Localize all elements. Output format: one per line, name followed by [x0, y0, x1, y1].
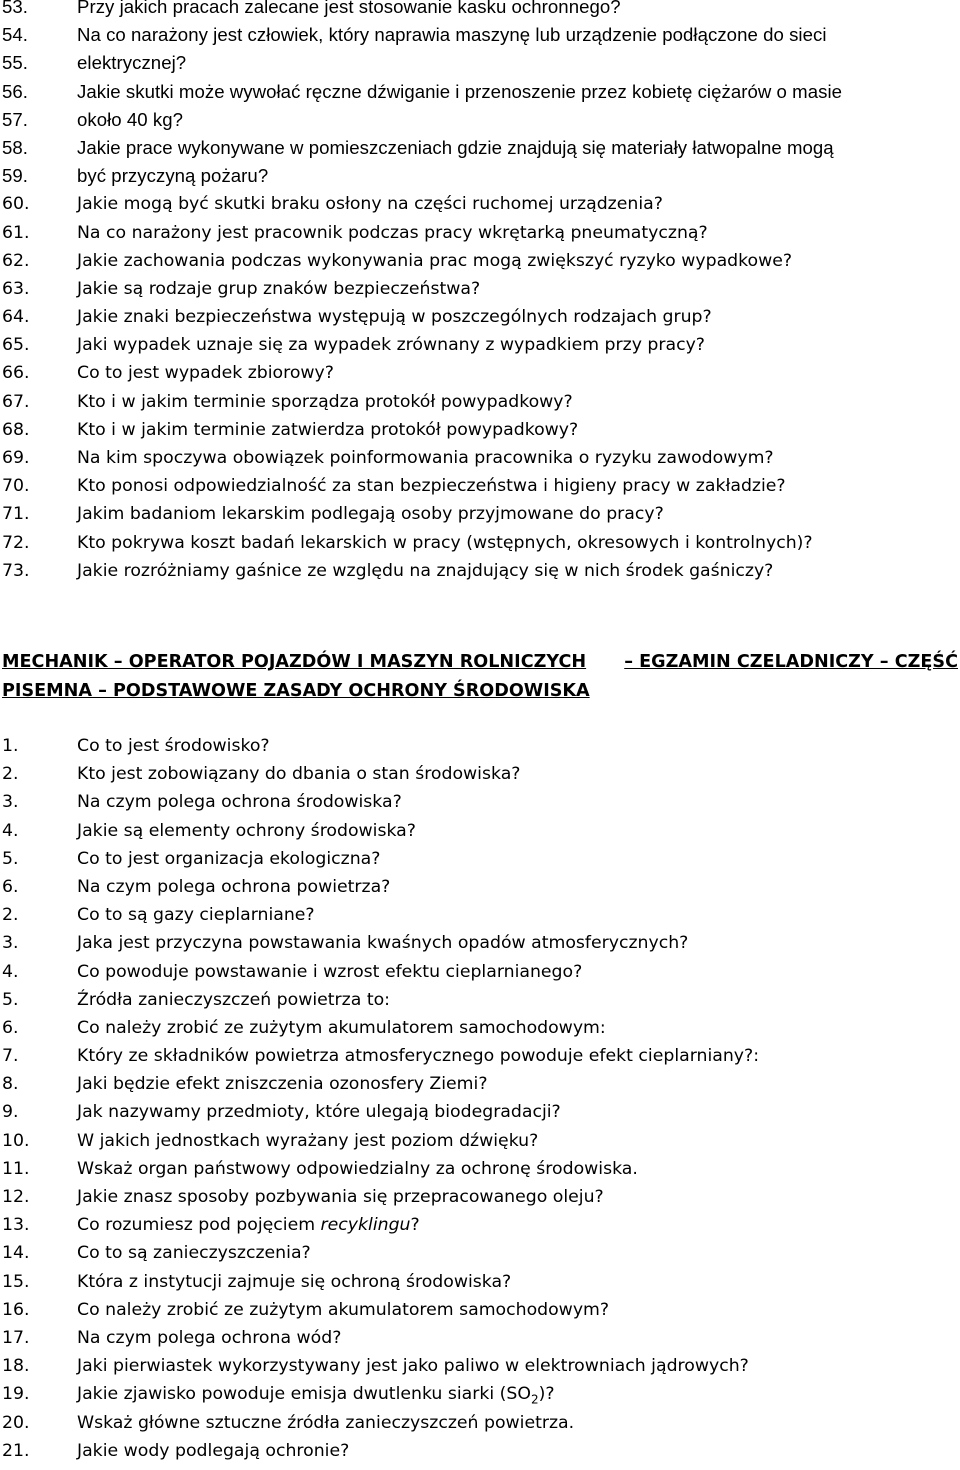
- question-text: około 40 kg?: [77, 108, 184, 130]
- question-number: 73.: [2, 560, 30, 581]
- question-number: 59.: [2, 165, 28, 187]
- question-number: 9.: [2, 1102, 19, 1123]
- question-text: Przy jakich pracach zalecane jest stosowanie kasku ochronnego?: [77, 0, 621, 17]
- question-text: Na czym polega ochrona powietrza?: [77, 876, 391, 897]
- question-number: 2.: [2, 905, 19, 926]
- question-number: 7.: [2, 1046, 19, 1067]
- question-text: Wskaż główne sztuczne źródła zanieczyszczeń powietrza.: [77, 1412, 575, 1433]
- question-number: 71.: [2, 504, 30, 525]
- question-text: Kto jest zobowiązany do dbania o stan środowiska?: [77, 764, 521, 785]
- section-heading: [0, 648, 960, 706]
- question-number: 21.: [2, 1440, 30, 1461]
- question-text: Co to jest organizacja ekologiczna?: [77, 848, 381, 869]
- question-number: 2.: [2, 764, 19, 785]
- question-number: 3.: [2, 933, 19, 954]
- question-number: 12.: [2, 1187, 30, 1207]
- question-number: 72.: [2, 532, 30, 553]
- question-text: Na co narażony jest człowiek, który naprawia maszynę lub urządzenie podłączone do sieci: [77, 24, 827, 46]
- question-text: Jakie wody podlegają ochronie?: [77, 1440, 350, 1461]
- question-text: Jakim badaniom lekarskim podlegają osoby przyjmowane do pracy?: [77, 504, 664, 525]
- question-text: Na co narażony jest pracownik podczas pracy wkrętarką pneumatyczną?: [77, 222, 708, 243]
- question-number: 60.: [2, 194, 30, 215]
- section-heading-left: MECHANIK – OPERATOR POJAZDÓW I MASZYN ROLNICZYCH: [2, 652, 587, 672]
- question-number: 6.: [2, 876, 19, 897]
- question-text: Na czym polega ochrona wód?: [77, 1327, 342, 1348]
- question-text: Jakie znasz sposoby pozbywania się przepracowanego oleju?: [77, 1187, 604, 1207]
- question-number: 4.: [2, 961, 19, 982]
- question-text: [77, 1211, 420, 1239]
- question-text: Na czym polega ochrona środowiska?: [77, 792, 402, 813]
- question-text: Co należy zrobić ze zużytym akumulatorem samochodowym:: [77, 1017, 606, 1038]
- question-text: Kto i w jakim terminie zatwierdza protokół powypadkowy?: [77, 419, 579, 440]
- question-text: Jakie są rodzaje grup znaków bezpieczeństwa?: [77, 278, 481, 299]
- question-text: Źródła zanieczyszczeń powietrza to:: [77, 989, 390, 1010]
- question-number: 61.: [2, 222, 30, 243]
- question-text-subscript: 2: [531, 1392, 539, 1407]
- question-text: Co to jest wypadek zbiorowy?: [77, 363, 334, 384]
- question-text: [77, 1380, 555, 1408]
- question-text: Jaki będzie efekt zniszczenia ozonosfery Ziemi?: [77, 1074, 488, 1095]
- question-number: 15.: [2, 1271, 30, 1292]
- section-heading-right: – EGZAMIN CZELADNICZY – CZĘŚĆ: [624, 652, 958, 672]
- question-text: Jakie skutki może wywołać ręczne dźwiganie i przenoszenie przez kobietę ciężarów o masie: [77, 80, 843, 102]
- question-text-part: Co rozumiesz pod pojęciem: [77, 1215, 321, 1236]
- question-text: być przyczyną pożaru?: [77, 165, 269, 187]
- question-number: 14.: [2, 1243, 30, 1264]
- question-text: Jakie są elementy ochrony środowiska?: [77, 820, 416, 841]
- question-number: 1.: [2, 736, 19, 756]
- question-text: Jakie mogą być skutki braku osłony na części ruchomej urządzenia?: [77, 194, 663, 215]
- question-text-italic: recyklingu: [320, 1215, 411, 1236]
- question-text: Kto ponosi odpowiedzialność za stan bezpieczeństwa i higieny pracy w zakładzie?: [77, 476, 786, 497]
- question-text: Jak nazywamy przedmioty, które ulegają biodegradacji?: [77, 1102, 561, 1123]
- question-text: Na kim spoczywa obowiązek poinformowania pracownika o ryzyku zawodowym?: [77, 448, 774, 468]
- section-heading-line-2: PISEMNA – PODSTAWOWE ZASADY OCHRONY ŚRODOWISKA: [2, 681, 590, 701]
- question-text: Jakie prace wykonywane w pomieszczeniach gdzie znajdują się materiały łatwopalne mogą: [77, 136, 834, 158]
- question-text: Jaka jest przyczyna powstawania kwaśnych opadów atmosferycznych?: [77, 933, 689, 954]
- question-number: 13.: [2, 1215, 30, 1236]
- question-number: 20.: [2, 1412, 30, 1433]
- question-text: Jakie rozróżniamy gaśnice ze względu na znajdujący się w nich środek gaśniczy?: [77, 560, 774, 581]
- question-number: 10.: [2, 1130, 30, 1151]
- question-text: Co powoduje powstawanie i wzrost efektu cieplarnianego?: [77, 961, 583, 982]
- question-text: Co należy zrobić ze zużytym akumulatorem samochodowym?: [77, 1299, 610, 1320]
- question-number: 8.: [2, 1074, 19, 1095]
- question-text: Jakie zachowania podczas wykonywania prac mogą zwiększyć ryzyko wypadkowe?: [77, 250, 793, 271]
- question-number: 57.: [2, 108, 28, 130]
- question-number: 17.: [2, 1327, 30, 1348]
- question-number: 55.: [2, 52, 28, 74]
- question-number: 63.: [2, 278, 30, 299]
- question-text: Który ze składników powietrza atmosferycznego powoduje efekt cieplarniany?:: [77, 1046, 760, 1067]
- question-number: 68.: [2, 419, 30, 440]
- question-number: 19.: [2, 1384, 30, 1405]
- question-number: 65.: [2, 335, 30, 356]
- question-number: 58.: [2, 136, 28, 158]
- question-number: 53.: [2, 0, 28, 17]
- question-text: Jaki pierwiastek wykorzystywany jest jako paliwo w elektrowniach jądrowych?: [77, 1356, 749, 1377]
- question-number: 54.: [2, 24, 28, 46]
- question-text: Co to są zanieczyszczenia?: [77, 1243, 311, 1264]
- question-text: Jaki wypadek uznaje się za wypadek zrównany z wypadkiem przy pracy?: [77, 335, 705, 356]
- question-number: 6.: [2, 1017, 19, 1038]
- question-number: 5.: [2, 989, 19, 1010]
- question-text-part: ?: [410, 1215, 420, 1236]
- question-number: 64.: [2, 307, 30, 328]
- question-text: Wskaż organ państwowy odpowiedzialny za ochronę środowiska.: [77, 1158, 638, 1179]
- section-heading-line-1: [0, 648, 960, 677]
- question-number: 62.: [2, 250, 30, 271]
- question-number: 4.: [2, 820, 19, 841]
- question-text: W jakich jednostkach wyrażany jest poziom dźwięku?: [77, 1130, 539, 1151]
- question-text: Kto pokrywa koszt badań lekarskich w pracy (wstępnych, okresowych i kontrolnych)?: [77, 532, 813, 553]
- question-number: 67.: [2, 391, 30, 412]
- question-number: 3.: [2, 792, 19, 813]
- question-number: 16.: [2, 1299, 30, 1320]
- question-text: Kto i w jakim terminie sporządza protokół powypadkowy?: [77, 391, 573, 412]
- question-text-part: )?: [538, 1384, 555, 1405]
- question-number: 66.: [2, 363, 30, 384]
- question-number: 18.: [2, 1356, 30, 1377]
- question-text: Co to jest środowisko?: [77, 736, 270, 756]
- question-text-part: Jakie zjawisko powoduje emisja dwutlenku siarki (SO: [77, 1384, 531, 1405]
- question-number: 5.: [2, 848, 19, 869]
- question-number: 70.: [2, 476, 30, 497]
- question-number: 69.: [2, 448, 30, 468]
- question-text: Która z instytucji zajmuje się ochroną środowiska?: [77, 1271, 512, 1292]
- question-text: Jakie znaki bezpieczeństwa występują w poszczególnych rodzajach grup?: [77, 307, 712, 328]
- question-text: Co to są gazy cieplarniane?: [77, 905, 315, 926]
- question-number: 56.: [2, 80, 28, 102]
- question-number: 11.: [2, 1158, 30, 1179]
- question-text: elektrycznej?: [77, 52, 187, 74]
